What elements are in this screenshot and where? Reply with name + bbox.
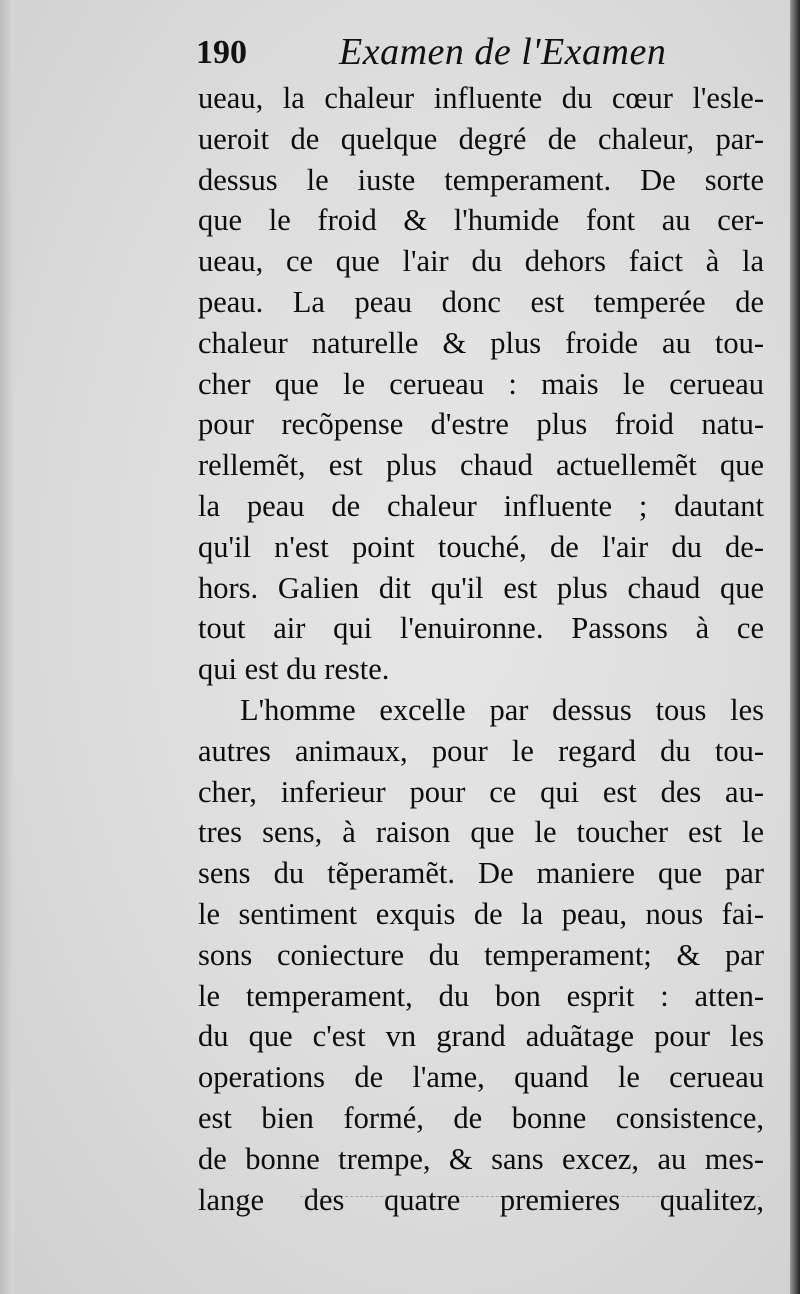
text-line: L'homme excelle par dessus tous les bbox=[240, 692, 764, 727]
text-line: peau. La peau donc est temperée de bbox=[198, 284, 764, 319]
text-line: rellemẽt, est plus chaud actuellemẽt que bbox=[198, 448, 764, 483]
text-line: le temperament, du bon esprit : atten- bbox=[198, 978, 764, 1013]
text-line: est bien formé, de bonne consistence, bbox=[198, 1100, 764, 1135]
running-title: Examen de l'Examen bbox=[339, 31, 667, 73]
text-line: tout air qui l'enuironne. Passons à ce bbox=[198, 611, 764, 646]
page-number: 190 bbox=[196, 34, 247, 71]
text-line: lange des quatre premieres qualitez, bbox=[198, 1182, 764, 1217]
body-text bbox=[198, 78, 764, 1220]
page-header bbox=[196, 30, 756, 80]
text-line: ueau, la chaleur influente du cœur l'esle- bbox=[198, 81, 764, 115]
text-line: ueau, ce que l'air du dehors faict à la bbox=[198, 244, 764, 279]
paragraph-2 bbox=[198, 690, 764, 1220]
page-left-edge bbox=[0, 0, 14, 1294]
page-bottom-rule bbox=[300, 1196, 760, 1197]
text-line: chaleur naturelle & plus froide au tou- bbox=[198, 325, 764, 360]
text-line: qui est du reste. bbox=[198, 652, 390, 687]
text-line: le sentiment exquis de la peau, nous fai- bbox=[198, 896, 764, 931]
text-line: autres animaux, pour le regard du tou- bbox=[198, 733, 764, 768]
text-line: que le froid & l'humide font au cer- bbox=[198, 203, 764, 238]
text-line: la peau de chaleur influente ; dautant bbox=[198, 488, 764, 523]
text-line: sons coniecture du temperament; & par bbox=[198, 937, 764, 972]
text-line: cher que le cerueau : mais le cerueau bbox=[198, 366, 764, 401]
text-line: de bonne trempe, & sans excez, au mes- bbox=[198, 1141, 764, 1176]
text-line: tres sens, à raison que le toucher est le bbox=[198, 815, 764, 850]
text-line: dessus le iuste temperament. De sorte bbox=[198, 162, 764, 197]
text-line: sens du tẽperamẽt. De maniere que par bbox=[198, 856, 764, 891]
text-line: ueroit de quelque degré de chaleur, par- bbox=[198, 121, 764, 156]
text-line: hors. Galien dit qu'il est plus chaud que bbox=[198, 570, 764, 605]
text-line: du que c'est vn grand aduãtage pour les bbox=[198, 1019, 764, 1054]
paragraph-1 bbox=[198, 78, 764, 690]
text-line: operations de l'ame, quand le cerueau bbox=[198, 1060, 764, 1095]
text-line: qu'il n'est point touché, de l'air du de- bbox=[198, 529, 764, 564]
text-line: cher, inferieur pour ce qui est des au- bbox=[198, 774, 764, 809]
text-line: pour recõpense d'estre plus froid natu- bbox=[198, 407, 764, 442]
page-right-edge bbox=[790, 0, 800, 1294]
